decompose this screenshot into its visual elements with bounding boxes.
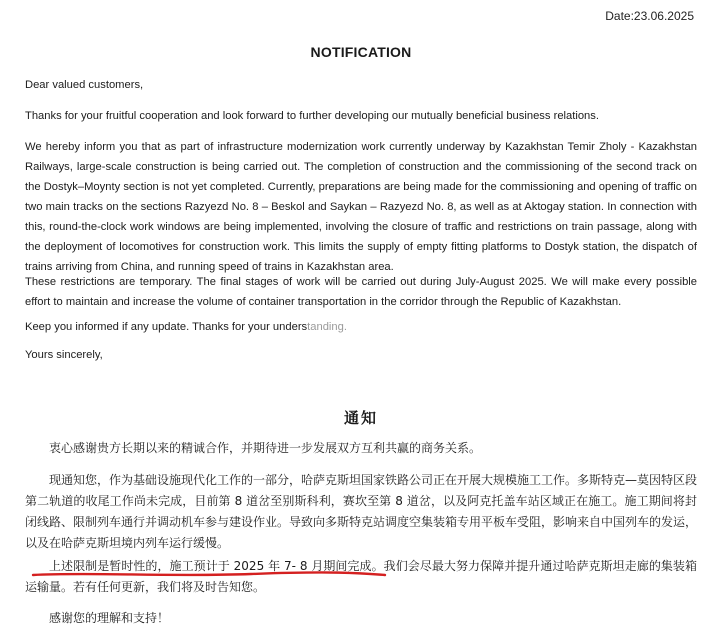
document-date: Date:23.06.2025 — [605, 9, 694, 23]
english-closing: Yours sincerely, — [25, 349, 103, 361]
english-paragraph-3: These restrictions are temporary. The final stages of work will be carried out during July-August 2025. We will make every possible effort to maintain and increase the volume of container transportation in the corridor through the Republic of Kazakhstan. — [25, 276, 697, 308]
english-paragraph-1: Thanks for your fruitful cooperation and look forward to further developing our mutually beneficial business relations. — [25, 110, 599, 122]
english-greeting: Dear valued customers, — [25, 79, 144, 91]
chinese-paragraph-4-text: 感谢您的理解和支持！ — [49, 611, 170, 625]
chinese-highlighted-restriction: 上述限制是暂时性的，施工预计于 2025 年 7- 8 月期间完成。 — [49, 559, 384, 573]
english-title: NOTIFICATION — [310, 44, 412, 60]
english-paragraph-2: We hereby inform you that as part of infrastructure modernization work currently underway by Kazakhstan Temir Zholy - Kazakhstan Railways, large-scale construction is being carried out. The completion of construction and the commissioning of the second track on the Dostyk–Moynty section is not yet completed. Currently, preparations are being made for the commissioning and opening of traffic on two main tracks on the sections Razyezd No. 8 – Beskol and Saykan – Razyezd No. 8, as well as at Aktogay station. In connection with this, round-the-clock work windows are being implemented, involving the closure of traffic and restrictions on train passage, along with the deployment of locomotives for construction work. This limits the supply of empty fitting platforms to Dostyk station, the dispatch of trains arriving from China, and running speed of trains in Kazakhstan area. — [25, 141, 697, 273]
chinese-paragraph-2 — [25, 470, 697, 554]
chinese-title: 通知 — [343, 410, 378, 427]
chinese-paragraph-4 — [25, 608, 697, 629]
english-paragraph-4 — [25, 317, 697, 337]
chinese-paragraph-2-text: 现通知您，作为基础设施现代化工作的一部分，哈萨克斯坦国家铁路公司正在开展大规模施工工作。多斯特克—莫因特区段第二轨道的收尾工作尚未完成，目前第 8 道岔至别斯科利，赛坎至第 8 道岔，以及阿克托盖车站区域正在施工。施工期间将封闭线路、限制列车通行并调动机车参与建设作业。导致向多斯特克站调度空集装箱专用平板车受阻，影响来自中国列车的发运，以及在哈萨克斯坦境内列车运行缓慢。 — [25, 473, 698, 550]
chinese-paragraph-1 — [25, 438, 697, 459]
english-paragraph-4-text: Keep you informed if any update. Thanks for your unders — [25, 321, 308, 333]
chinese-paragraph-3-rest: 我们会尽最大努力保障并提升通过哈萨克斯坦走廊的集装箱运输量。若有任何更新，我们将及时告知您。 — [25, 559, 697, 594]
chinese-paragraph-1-text: 衷心感谢贵方长期以来的精诚合作，并期待进一步发展双方互利共赢的商务关系。 — [49, 441, 482, 455]
english-paragraph-4-faded: tanding. — [307, 321, 347, 333]
red-handwritten-underline — [31, 569, 387, 579]
